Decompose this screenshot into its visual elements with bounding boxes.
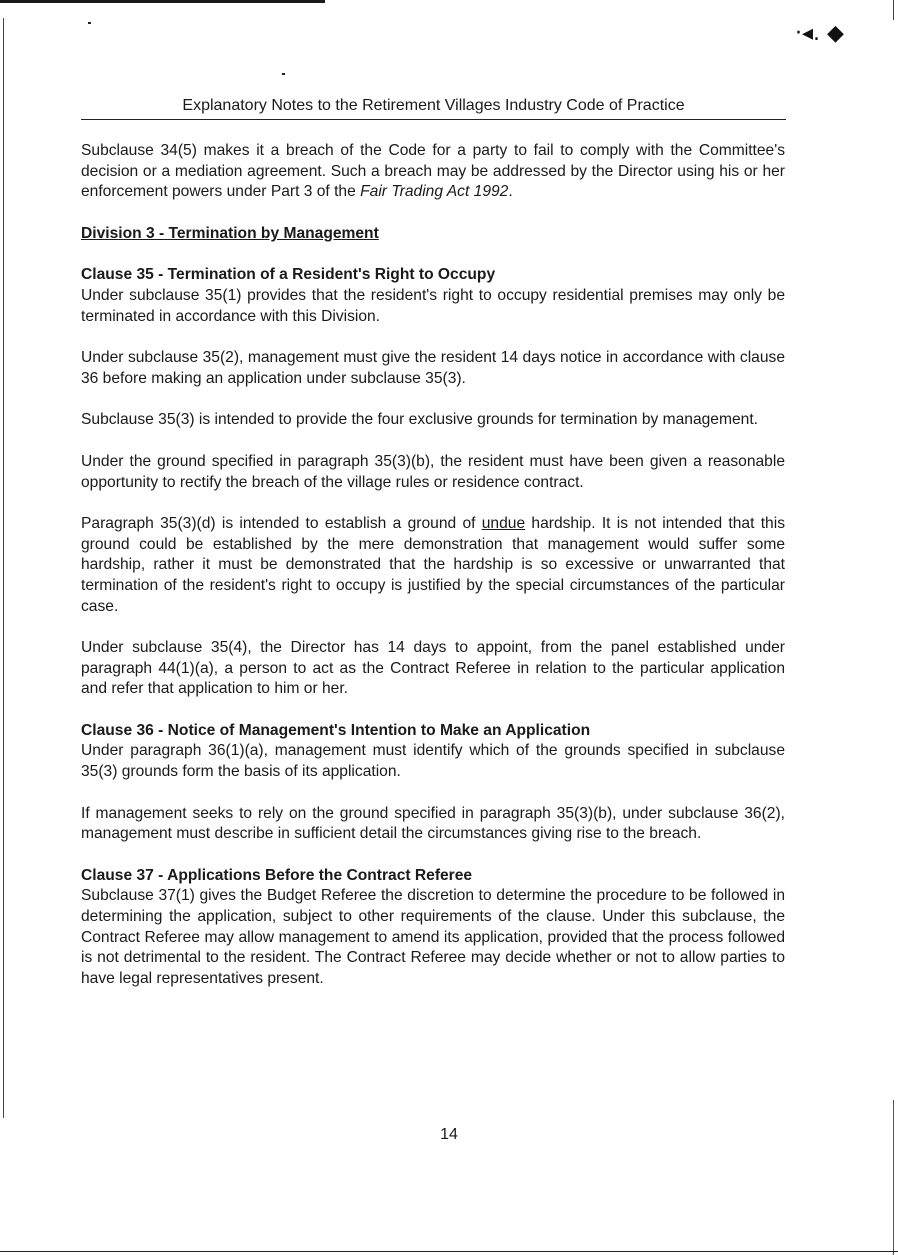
- scan-edge-top: [0, 0, 325, 3]
- clause-35-paragraph-4: Under the ground specified in paragraph 35(3)(b), the resident must have been given a reasonable opportunity to rectify the breach of the village rules or residence contract.: [81, 452, 785, 491]
- scan-edge-bottom: [0, 1251, 898, 1252]
- clause-35-paragraph-3: Subclause 35(3) is intended to provide the four exclusive grounds for termination by management.: [81, 411, 758, 429]
- scan-edge-left: [3, 18, 4, 1118]
- scan-edge-right: [893, 0, 894, 20]
- clause-35-paragraph-6: Under subclause 35(4), the Director has 14 days to appoint, from the panel established under paragraph 44(1)(a), a person to act as the Contract Referee in relation to the particular application and refer that application to him or her.: [81, 639, 785, 698]
- intro-paragraph: Subclause 34(5) makes it a breach of the Code for a party to fail to comply with the Committee's decision or a mediation agreement. Such a breach may be addressed by the Director using his or her enforcement powers under Part 3 of the Fair Trading Act 1992.: [81, 142, 785, 201]
- clause-35-paragraph-5: Paragraph 35(3)(d) is intended to establish a ground of undue hardship. It is not intended that this ground could be established by the mere demonstration that management would suffer some hardship, rather it must be demonstrated that the hardship is so excessive or unwarranted that termination of the resident's right to occupy is justified by the special circumstances of the particular case.: [81, 515, 785, 615]
- scan-speck: [282, 73, 285, 75]
- scan-mark-icon: ·◂. ◆: [795, 21, 844, 46]
- clause-35-paragraph-2: Under subclause 35(2), management must give the resident 14 days notice in accordance with clause 36 before making an application under subclause 35(3).: [81, 349, 785, 387]
- clause-37-paragraph-1: Subclause 37(1) gives the Budget Referee the discretion to determine the procedure to be followed in determining the application, subject to other requirements of the clause. Under this subclause, the Contract Referee may allow management to amend its application, provided that the process followed is not detrimental to the resident. The Contract Referee may decide whether or not to allow parties to have legal representatives present.: [81, 887, 785, 987]
- clause-36-paragraph-1: Under paragraph 36(1)(a), management must identify which of the grounds specified in subclause 35(3) grounds form the basis of its application.: [81, 742, 785, 781]
- clause-36-heading: Clause 36 - Notice of Management's Intention to Make an Application: [81, 721, 591, 739]
- act-title: Fair Trading Act 1992: [360, 183, 509, 201]
- clause-35-paragraph-1: Under subclause 35(1) provides that the resident's right to occupy residential premises may only be terminated in accordance with this Division.: [81, 286, 785, 325]
- clause-35-heading: Clause 35 - Termination of a Resident's Right to Occupy: [81, 266, 496, 284]
- document-body: [81, 141, 785, 989]
- clause-36-paragraph-2: If management seeks to rely on the ground specified in paragraph 35(3)(b), under subclause 36(2), management must describe in sufficient detail the circumstances giving rise to the breach.: [81, 804, 785, 843]
- scan-speck: [88, 22, 91, 24]
- running-header: Explanatory Notes to the Retirement Villages Industry Code of Practice: [81, 96, 786, 120]
- clause-37-heading: Clause 37 - Applications Before the Contract Referee: [81, 866, 473, 884]
- scan-edge-right-lower: [893, 1100, 894, 1255]
- page-number: 14: [440, 1126, 458, 1143]
- division-heading: Division 3 - Termination by Management: [81, 224, 379, 242]
- undue-emphasis: undue: [481, 515, 526, 533]
